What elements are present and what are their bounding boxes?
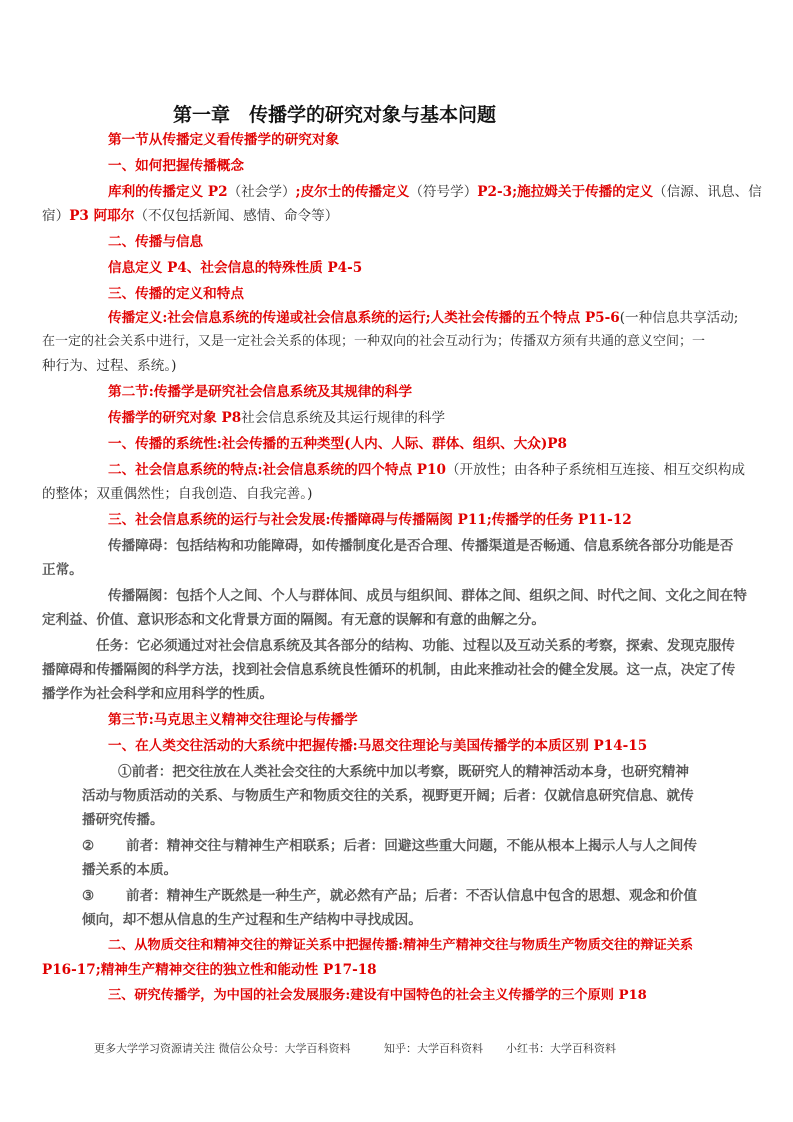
text-plain: （开放性；由各种子系统相互连接、相互交织构成 bbox=[445, 462, 746, 478]
paragraph-line: ①前者：把交往放在人类社会交往的大系统中加以考察，既研究人的精神活动本身，也研究精神 bbox=[118, 764, 689, 780]
list-marker: ② bbox=[82, 838, 95, 854]
chapter-title: 第一章 传播学的研究对象与基本问题 bbox=[173, 104, 497, 126]
paragraph-line: P16-17;精神生产精神交往的独立性和能动性 P17-18 bbox=[42, 962, 377, 978]
section-heading-3: 第三节:马克思主义精神交往理论与传播学 bbox=[108, 712, 358, 728]
paragraph-line: 正常。 bbox=[42, 562, 83, 578]
footer-zhihu: 知乎：大学百科资料 bbox=[384, 1042, 483, 1055]
paragraph-line: 的整体；双重偶然性；自我创造、自我完善。) bbox=[42, 486, 313, 502]
text-plain: 社会信息系统及其运行规律的科学 bbox=[241, 410, 446, 426]
text-plain: （社会学） bbox=[227, 184, 296, 200]
text-plain: (一种信息共享活动; bbox=[619, 310, 739, 326]
footer-left: 更多大学学习资源请关注 微信公众号：大学百科资料 bbox=[94, 1042, 351, 1055]
paragraph-line: 在一定的社会关系中进行，又是一定社会关系的体现；一种双向的社会互动行为；传播双方须有共通的意义空间；一 bbox=[42, 334, 706, 349]
paragraph-line: 种行为、过程、系统。) bbox=[42, 358, 177, 374]
text-red: 传播定义:社会信息系统的传递或社会信息系统的运行;人类社会传播的五个特点 P5-6 bbox=[108, 310, 620, 326]
subheading-1-3: 三、传播的定义和特点 bbox=[108, 286, 244, 302]
paragraph-line: 传播隔阂：包括个人之间、个人与群体间、成员与组织间、群体之间、组织之间、时代之间、文化之间在特 bbox=[108, 588, 747, 604]
subheading-2-1: 一、传播的系统性:社会传播的五种类型(人内、人际、群体、组织、大众)P8 bbox=[108, 436, 567, 452]
paragraph-line bbox=[108, 408, 445, 428]
text-red: 二、社会信息系统的特点:社会信息系统的四个特点 P10 bbox=[108, 462, 446, 478]
text-red: P2-3;施拉姆关于传播的定义 bbox=[477, 184, 654, 200]
paragraph-line bbox=[108, 460, 745, 480]
paragraph-line: 信息定义 P4、社会信息的特殊性质 P4-5 bbox=[108, 260, 363, 276]
paragraph-line bbox=[108, 182, 762, 202]
paragraph-line: 任务：它必须通过对社会信息系统及其各部分的结构、功能、过程以及互动关系的考察，探索、发现克服传 bbox=[96, 638, 735, 654]
paragraph-line bbox=[108, 308, 738, 328]
section-heading-2: 第二节:传播学是研究社会信息系统及其规律的科学 bbox=[108, 384, 413, 400]
paragraph-line: 播关系的本质。 bbox=[82, 862, 178, 878]
section-heading-1: 第一节从传播定义看传播学的研究对象 bbox=[108, 132, 340, 148]
paragraph-line: 定利益、价值、意识形态和文化背景方面的隔阂。有无意的误解和有意的曲解之分。 bbox=[42, 612, 545, 628]
subheading-1-1: 一、如何把握传播概念 bbox=[108, 158, 244, 174]
list-marker: ③ bbox=[82, 888, 95, 904]
paragraph-line: 播障碍和传播隔阂的科学方法，找到社会信息系统良性循环的机制，由此来推动社会的健全发展。这一点，决定了传 bbox=[42, 662, 736, 678]
text-red: 库利的传播定义 P2 bbox=[108, 184, 228, 200]
text-red: P3 阿耶尔 bbox=[69, 208, 135, 224]
paragraph-line: 传播障碍：包括结构和功能障碍，如传播制度化是否合理、传播渠道是否畅通、信息系统各部分功能是否 bbox=[108, 538, 734, 554]
paragraph-line: 活动与物质活动的关系、与物质生产和物质交往的关系，视野更开阔；后者：仅就信息研究信息、就传 bbox=[82, 788, 694, 804]
subheading-3-2: 二、从物质交往和精神交往的辩证关系中把握传播:精神生产精神交往与物质生产物质交往的辩证关系 bbox=[108, 938, 694, 953]
subheading-1-2: 二、传播与信息 bbox=[108, 234, 204, 250]
text-plain: （不仅包括新闻、感情、命令等） bbox=[134, 208, 339, 224]
paragraph-line: 前者：精神交往与精神生产相联系；后者：回避这些重大问题，不能从根本上揭示人与人之间传 bbox=[126, 838, 697, 854]
text-plain: （符号学） bbox=[409, 184, 478, 200]
paragraph-line bbox=[42, 206, 338, 226]
subheading-3-3: 三、研究传播学，为中国的社会发展服务:建设有中国特色的社会主义传播学的三个原则 P18 bbox=[108, 988, 647, 1003]
paragraph-line: 播学作为社会科学和应用科学的性质。 bbox=[42, 686, 274, 702]
text-red: ;皮尔士的传播定义 bbox=[295, 184, 410, 200]
subheading-2-3: 三、社会信息系统的运行与社会发展:传播障碍与传播隔阂 P11;传播学的任务 P11-12 bbox=[108, 512, 632, 528]
text-plain: （信源、讯息、信 bbox=[653, 184, 762, 200]
paragraph-line: 倾向，却不想从信息的生产过程和生产结构中寻找成因。 bbox=[82, 912, 422, 928]
text-plain: 宿） bbox=[42, 208, 70, 224]
text-red: 传播学的研究对象 P8 bbox=[108, 410, 242, 426]
footer-xiaohongshu: 小红书：大学百科资料 bbox=[506, 1042, 616, 1055]
paragraph-line: 播研究传播。 bbox=[82, 812, 164, 828]
paragraph-line: 前者：精神生产既然是一种生产，就必然有产品；后者：不否认信息中包含的思想、观念和价值 bbox=[126, 888, 697, 904]
subheading-3-1: 一、在人类交往活动的大系统中把握传播:马恩交往理论与美国传播学的本质区别 P14-15 bbox=[108, 738, 648, 754]
